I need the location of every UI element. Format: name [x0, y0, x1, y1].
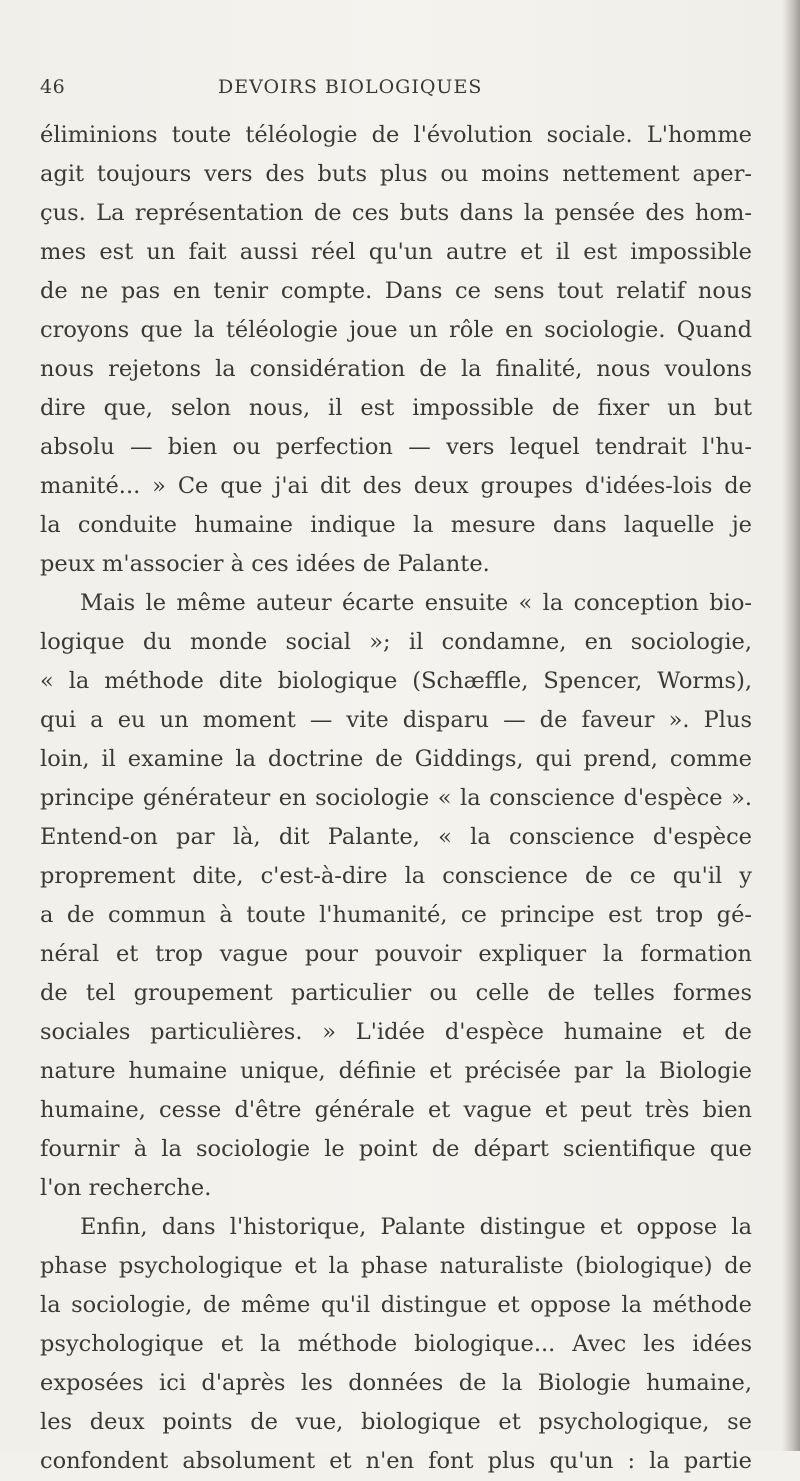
text-line: éliminions toute téléologie de l'évolution sociale. L'homme [40, 122, 752, 148]
text-line: manité... » Ce que j'ai dit des deux groupes d'idées-lois de [40, 473, 752, 499]
text-line: les deux points de vue, biologique et psychologique, se [40, 1409, 752, 1435]
text-line: la conduite humaine indique la mesure dans laquelle je [40, 512, 752, 538]
text-line: Entend-on par là, dit Palante, « la conscience d'espèce [40, 824, 752, 850]
text-line: mes est un fait aussi réel qu'un autre et il est impossible [40, 239, 752, 265]
text-line: nous rejetons la considération de la finalité, nous voulons [40, 356, 752, 382]
text-line: principe générateur en sociologie « la conscience d'espèce ». [40, 785, 752, 811]
text-line: dire que, selon nous, il est impossible de fixer un but [40, 395, 752, 421]
text-line: la sociologie, de même qu'il distingue et oppose la méthode [40, 1292, 752, 1318]
text-line: proprement dite, c'est-à-dire la conscience de ce qu'il y [40, 863, 752, 889]
text-line: de tel groupement particulier ou celle de telles formes [40, 980, 752, 1006]
text-line: qui a eu un moment — vite disparu — de faveur ». Plus [40, 707, 752, 733]
text-line: l'on recherche. [40, 1175, 212, 1201]
text-line: sociales particulières. » L'idée d'espèce humaine et de [40, 1019, 752, 1045]
text-line: absolu — bien ou perfection — vers lequel tendrait l'hu- [40, 434, 752, 460]
text-line: a de commun à toute l'humanité, ce principe est trop gé- [40, 902, 752, 928]
page-number: 46 [40, 76, 66, 98]
text-line: psychologique et la méthode biologique... Avec les idées [40, 1331, 752, 1357]
text-line: Mais le même auteur écarte ensuite « la conception bio- [80, 590, 752, 616]
text-line: néral et trop vague pour pouvoir expliquer la formation [40, 941, 752, 967]
text-line: nature humaine unique, définie et précisée par la Biologie [40, 1058, 752, 1084]
text-line: çus. La représentation de ces buts dans la pensée des hom- [40, 200, 752, 226]
text-line: loin, il examine la doctrine de Giddings, qui prend, comme [40, 746, 752, 772]
page-header [40, 76, 740, 106]
text-line: Enfin, dans l'historique, Palante distingue et oppose la [80, 1214, 752, 1240]
text-line: phase psychologique et la phase naturaliste (biologique) de [40, 1253, 752, 1279]
text-line: logique du monde social »; il condamne, en sociologie, [40, 629, 752, 655]
text-line: fournir à la sociologie le point de départ scientifique que [40, 1136, 752, 1162]
running-title: DEVOIRS BIOLOGIQUES [218, 76, 483, 98]
text-line: de ne pas en tenir compte. Dans ce sens tout relatif nous [40, 278, 752, 304]
text-line: humaine, cesse d'être générale et vague et peut très bien [40, 1097, 752, 1123]
text-line: « la méthode dite biologique (Schæffle, Spencer, Worms), [40, 668, 752, 694]
text-line: agit toujours vers des buts plus ou moins nettement aper- [40, 161, 752, 187]
text-line: peux m'associer à ces idées de Palante. [40, 551, 490, 577]
page-edge-shadow [782, 0, 800, 1451]
body-text [40, 116, 752, 1481]
text-line: croyons que la téléologie joue un rôle en sociologie. Quand [40, 317, 752, 343]
text-line: confondent absolument et n'en font plus qu'un : la partie [40, 1448, 752, 1474]
text-line: exposées ici d'après les données de la Biologie humaine, [40, 1370, 752, 1396]
